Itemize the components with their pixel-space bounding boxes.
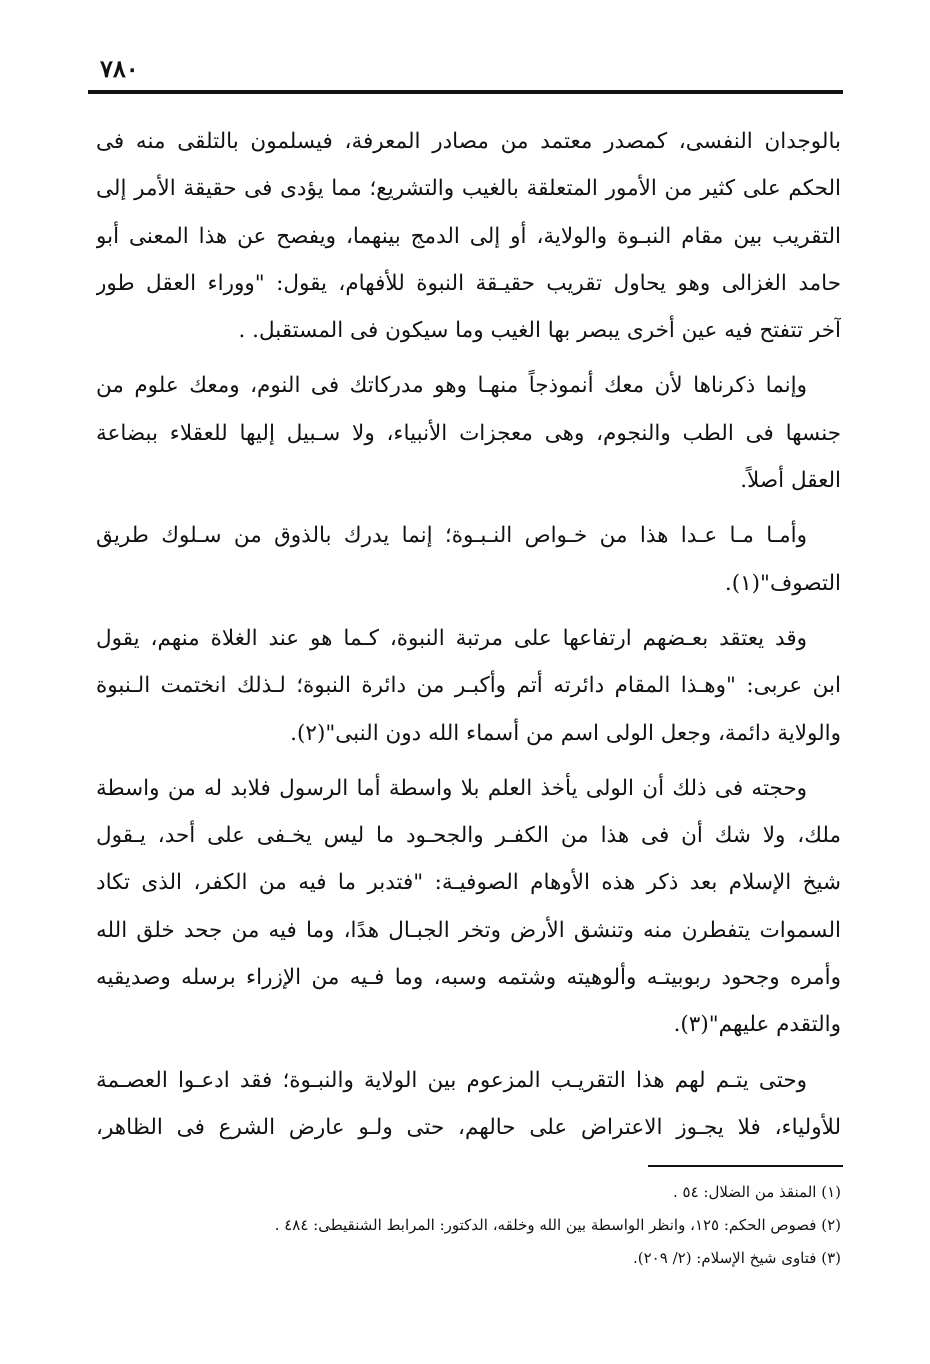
text-line: وحجته فى ذلك أن الولى يأخذ العلم بلا واسطة أما الرسول فلابد له من واسطة xyxy=(96,775,807,801)
page-number: ٧٨٠ xyxy=(100,54,139,83)
footnotes xyxy=(96,1176,841,1275)
text-line: حامد الغزالى وهو يحاول تقريب حقيـقة النبوة للأفهام، يقول: "ووراء العقل طور xyxy=(96,270,841,296)
text-line: وحتى يتـم لهم هذا التقريـب المزعوم بين الولاية والنبـوة؛ فقد ادعـوا العصـمة xyxy=(96,1067,807,1093)
footnote: (١) المنقذ من الضلال: ٥٤ . xyxy=(672,1183,841,1201)
main-text xyxy=(96,118,841,1159)
footnote-separator xyxy=(648,1165,843,1167)
text-line: السموات يتفطرن منه وتنشق الأرض وتخر الجبـال هدًا، وما فيه من جحد خلق الله xyxy=(96,917,841,943)
text-line: والولاية دائمة، وجعل الولى اسم من أسماء الله دون النبى"(٢). xyxy=(290,720,841,746)
footnote: (٢) فصوص الحكم: ١٢٥، وانظر الواسطة بين الله وخلقه، الدكتور: المرابط الشنقيطى: ٤٨٤ . xyxy=(274,1216,841,1234)
text-line: التقريب بين مقام النبـوة والولاية، أو إلى الدمج بينهما، ويفصح عن هذا المعنى أبو xyxy=(96,223,841,249)
text-line: ملك، ولا شك أن فى هذا من الكفـر والجحـود ما ليس يخـفى على أحد، يـقول xyxy=(96,823,841,849)
paragraph xyxy=(96,765,841,1049)
text-line: وأمره وجحود ربوبيتـه وألوهيته وشتمه وسبه، وما فـيه من الإزراء برسله وصديقيه xyxy=(96,965,841,991)
text-line: الحكم على كثير من الأمور المتعلقة بالغيب والتشريع؛ مما يؤدى فى حقيقة الأمر إلى xyxy=(96,176,841,202)
paragraph xyxy=(96,615,841,757)
paragraph xyxy=(96,362,841,504)
text-line: بالوجدان النفسى، كمصدر معتمد من مصادر المعرفة، فيسلمون بالتلقى منه فى xyxy=(96,129,841,154)
text-line: التصوف"(١). xyxy=(724,570,841,596)
text-line: جنسها فى الطب والنجوم، وهى معجزات الأنبياء، ولا سـبيل إليها للعقلاء ببضاعة xyxy=(96,420,841,446)
text-line: شيخ الإسلام بعد ذكر هذه الأوهام الصوفيـة: "فتدبر ما فيه من الكفر، الذى تكاد xyxy=(96,870,841,896)
text-line: والتقدم عليهم"(٣). xyxy=(673,1012,841,1038)
text-line: العقل أصلاً. xyxy=(740,468,841,494)
paragraph xyxy=(96,1057,841,1152)
text-line: آخر تتفتح فيه عين أخرى يبصر بها الغيب وما سيكون فى المستقبل. . xyxy=(238,318,841,344)
text-line: وقد يعتقد بعـضهم ارتفاعها على مرتبة النبوة، كـما هو عند الغلاة منهم، يقول xyxy=(96,625,807,651)
paragraph xyxy=(96,118,841,354)
text-line: ابن عربى: "وهـذا المقام دائرته أتم وأكبـر من دائرة النبوة؛ لـذلك انختمت الـنبوة xyxy=(96,673,841,699)
text-line: وأمـا مـا عـدا هذا من خـواص النـبـوة؛ إنما يدرك بالذوق من سـلوك طريق xyxy=(96,523,807,549)
paragraph xyxy=(96,512,841,607)
text-line: للأولياء، فلا يجـوز الاعتراض على حالهم، حتى ولـو عارض الشرع فى الظاهر، xyxy=(96,1114,841,1140)
text-line: وإنما ذكرناها لأن معك أنموذجاً منهـا وهو مدركاتك فى النوم، ومعك علوم من xyxy=(96,373,807,399)
header-rule xyxy=(88,90,843,94)
footnote: (٣) فتاوى شيخ الإسلام: (٢/ ٢٠٩). xyxy=(633,1249,841,1267)
